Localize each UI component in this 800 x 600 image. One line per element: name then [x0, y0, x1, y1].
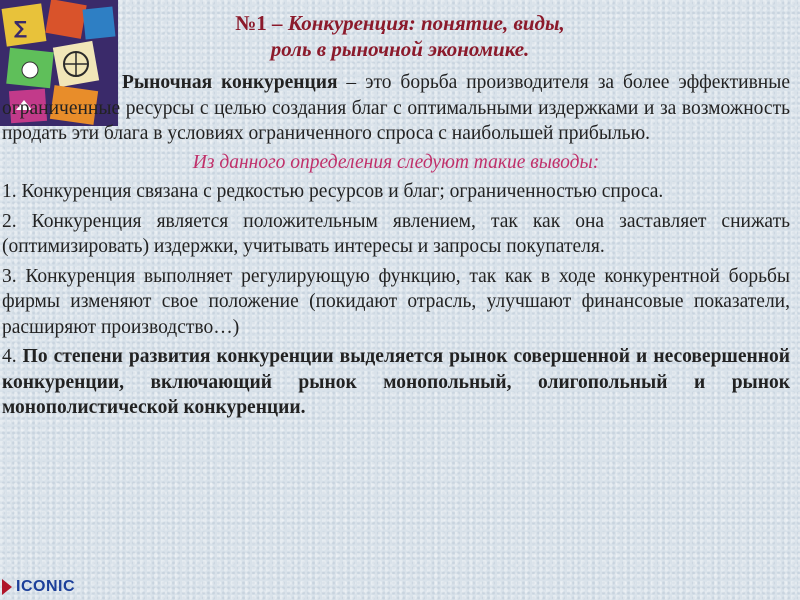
svg-text:∑: ∑	[14, 18, 27, 39]
conclusions-heading: Из данного определения следуют такие выводы:	[192, 151, 600, 173]
conclusion-item-4	[2, 344, 790, 421]
definition-paragraph	[2, 70, 790, 147]
slide-content	[2, 70, 790, 421]
iconic-logo	[2, 576, 75, 598]
conclusion-item-4-text: По степени развития конкуренции выделяется рынок совершенной и несовершенной конкуренции, включающий рынок монопольный, олигопольный и рынок монополистической конкуренции.	[2, 346, 790, 418]
conclusion-item-1: 1. Конкуренция связана с редкостью ресурсов и благ; ограниченностью спроса.	[2, 181, 664, 202]
conclusion-item-3: 3. Конкуренция выполняет регулирующую функцию, так как в ходе конкурентной борьбы фирмы изменяют свое положение (покидают отрасль, улучшают финансовые показатели, расширяют производство…)	[2, 265, 790, 338]
conclusion-item-2: 2. Конкуренция является положительным явлением, так как она заставляет снижать (оптимизировать) издержки, учитывать интересы и запросы покупателя.	[2, 210, 790, 257]
slide-title	[120, 10, 680, 62]
definition-text: – это борьба производителя за более эффективные ограниченные ресурсы с целью создания благ с оптимальными издержками и за возможность продать эти блага в условиях ограниченного спроса с наибольшей прибылью.	[2, 72, 790, 144]
title-line-2: роль в рыночной экономике.	[270, 37, 530, 61]
conclusion-item-4-prefix: 4.	[2, 346, 23, 367]
logo-triangle-icon	[2, 579, 12, 595]
title-line-1-text: – Конкуренция: понятие, виды,	[272, 11, 565, 35]
logo-text: ICONIC	[16, 578, 75, 595]
definition-term: Рыночная конкуренция	[122, 72, 338, 93]
title-line-1	[120, 10, 680, 36]
title-number: №1	[235, 11, 267, 35]
